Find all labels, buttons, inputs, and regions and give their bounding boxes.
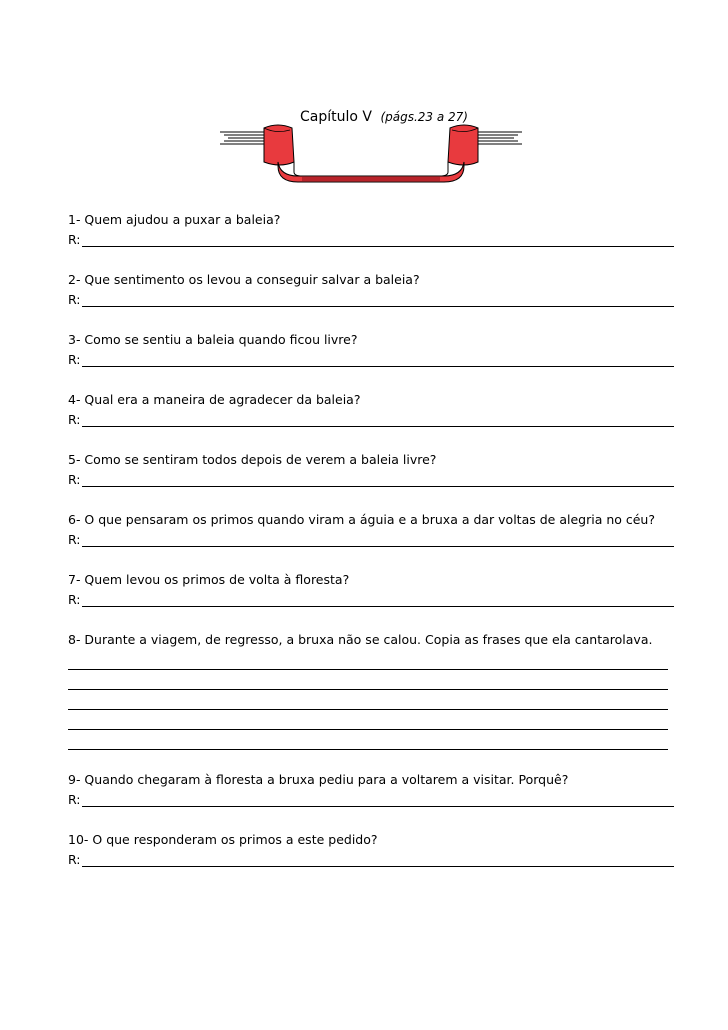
- answer-line[interactable]: [68, 410, 674, 430]
- question-text: 7- Quem levou os primos de volta à floresta?: [68, 572, 350, 587]
- blank-line[interactable]: [68, 690, 668, 710]
- copy-lines: [68, 650, 674, 750]
- answer-line[interactable]: [68, 590, 674, 610]
- answer-prefix: R:: [68, 352, 81, 367]
- answer-prefix: R:: [68, 532, 81, 547]
- question-text: 2- Que sentimento os levou a conseguir salvar a baleia?: [68, 272, 420, 287]
- answer-line[interactable]: [68, 470, 674, 490]
- answer-line[interactable]: [68, 350, 674, 370]
- question-5: [68, 450, 674, 490]
- question-7: [68, 570, 674, 610]
- chapter-title: Capítulo V: [300, 109, 372, 125]
- answer-line[interactable]: [68, 230, 674, 250]
- question-1: [68, 210, 674, 250]
- blank-line[interactable]: [68, 730, 668, 750]
- answer-prefix: R:: [68, 232, 81, 247]
- answer-underline: [82, 546, 674, 547]
- answer-prefix: R:: [68, 472, 81, 487]
- question-text: 8- Durante a viagem, de regresso, a bruxa não se calou. Copia as frases que ela cantarolava.: [68, 632, 653, 647]
- question-text: 4- Qual era a maneira de agradecer da baleia?: [68, 392, 361, 407]
- answer-prefix: R:: [68, 792, 81, 807]
- question-text: 1- Quem ajudou a puxar a baleia?: [68, 212, 281, 227]
- answer-prefix: R:: [68, 852, 81, 867]
- question-3: [68, 330, 674, 370]
- answer-prefix: R:: [68, 592, 81, 607]
- answer-line[interactable]: [68, 530, 674, 550]
- question-text: 10- O que responderam os primos a este pedido?: [68, 832, 378, 847]
- answer-underline: [82, 366, 674, 367]
- answer-underline: [82, 246, 674, 247]
- question-text: 6- O que pensaram os primos quando viram a águia e a bruxa a dar voltas de alegria no céu?: [68, 512, 655, 527]
- blank-line[interactable]: [68, 670, 668, 690]
- answer-line[interactable]: [68, 290, 674, 310]
- answer-underline: [82, 606, 674, 607]
- answer-prefix: R:: [68, 412, 81, 427]
- question-9: [68, 770, 674, 810]
- answer-underline: [82, 866, 674, 867]
- question-10: [68, 830, 674, 870]
- answer-prefix: R:: [68, 292, 81, 307]
- question-8: [68, 630, 674, 650]
- question-2: [68, 270, 674, 310]
- questions-list: [68, 210, 674, 890]
- answer-line[interactable]: [68, 850, 674, 870]
- question-4: [68, 390, 674, 430]
- blank-line[interactable]: [68, 650, 668, 670]
- question-text: 9- Quando chegaram à floresta a bruxa pediu para a voltarem a visitar. Porquê?: [68, 772, 569, 787]
- answer-underline: [82, 426, 674, 427]
- blank-line[interactable]: [68, 710, 668, 730]
- chapter-pages: (págs.23 a 27): [380, 110, 468, 124]
- answer-underline: [82, 486, 674, 487]
- question-text: 5- Como se sentiram todos depois de verem a baleia livre?: [68, 452, 437, 467]
- ribbon-banner-icon: [218, 122, 524, 184]
- question-6: [68, 510, 674, 550]
- question-text: 3- Como se sentiu a baleia quando ficou livre?: [68, 332, 358, 347]
- answer-line[interactable]: [68, 790, 674, 810]
- answer-underline: [82, 806, 674, 807]
- answer-underline: [82, 306, 674, 307]
